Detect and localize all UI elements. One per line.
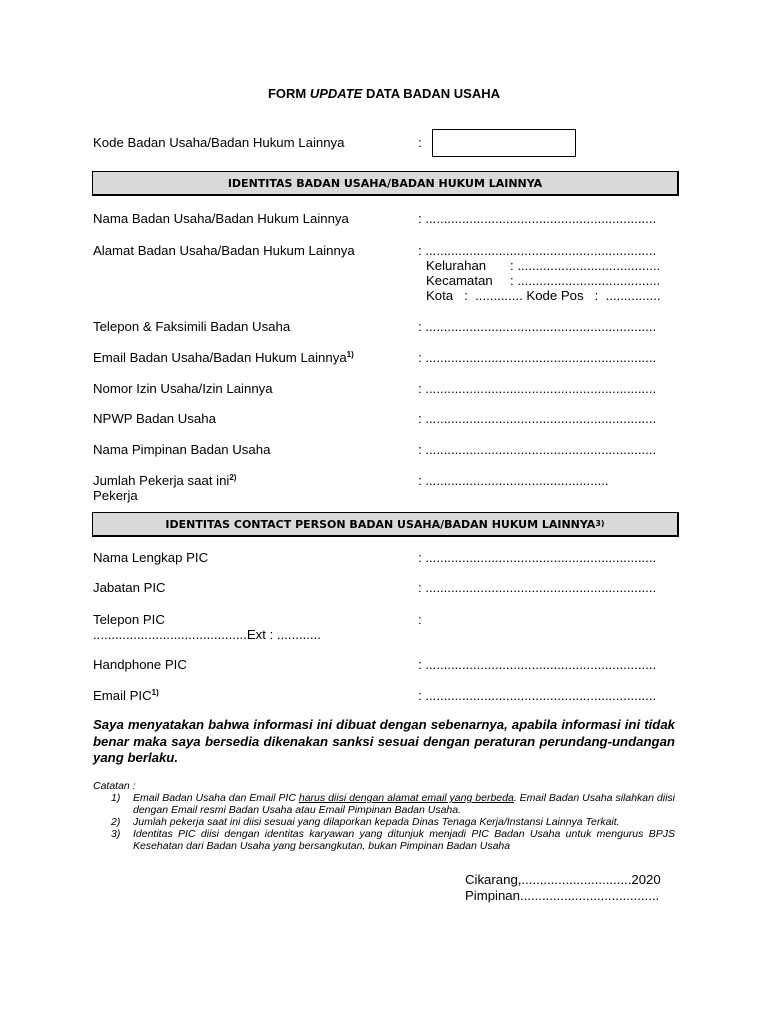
telepon-label: Telepon & Faksimili Badan Usaha (93, 319, 291, 334)
npwp-field[interactable]: : ............................................................... (418, 411, 657, 426)
handphone-pic-field[interactable]: : ............................................................... (418, 657, 657, 672)
note-text: Email Badan Usaha dan Email PIC harus diisi dengan alamat email yang berbeda. Email Badan Usaha silahkan diisi dengan Email resmi Badan Usaha atau Email Pimpinan Badan Usaha. (133, 792, 675, 816)
kode-input-box[interactable] (432, 129, 576, 157)
kode-colon: : (418, 135, 422, 150)
kota-kodepos-field[interactable]: Kota : ............. Kode Pos : ............... (426, 288, 661, 303)
telepon-pic-field[interactable]: ..........................................Ext : ............ (93, 627, 321, 642)
note-text: Jumlah pekerja saat ini diisi sesuai yang dilaporkan kepada Dinas Tenaga Kerja/Instansi Lainnya Terkait. (133, 816, 620, 828)
note-item (93, 816, 675, 828)
nomor-izin-label: Nomor Izin Usaha/Izin Lainnya (93, 381, 273, 396)
signature-pimpinan[interactable]: Pimpinan...................................... (465, 888, 660, 903)
note-text: Identitas PIC diisi dengan identitas karyawan yang ditunjuk menjadi PIC Badan Usaha untuk mengurus BPJS Kesehatan dari Badan Usaha yang bersangkutan, bukan Pimpinan Badan Usaha (133, 828, 675, 852)
alamat-label: Alamat Badan Usaha/Badan Hukum Lainnya (93, 243, 355, 258)
nama-pic-label: Nama Lengkap PIC (93, 550, 209, 565)
note-item (93, 828, 675, 852)
nama-pic-field[interactable]: : ............................................................... (418, 550, 657, 565)
section-identitas-badan-usaha: IDENTITAS BADAN USAHA/BADAN HUKUM LAINNYA (92, 171, 679, 196)
kecamatan-field[interactable]: : ....................................... (510, 273, 661, 288)
declaration-text: Saya menyatakan bahwa informasi ini dibuat dengan sebenarnya, apabila informasi ini tidak benar maka saya bersedia dikenakan sanksi sesuai dengan peraturan perundang-undangan yang berlaku. (93, 717, 675, 765)
notes-heading: Catatan : (93, 780, 136, 792)
nama-pimpinan-field[interactable]: : ............................................................... (418, 442, 657, 457)
note-item (93, 792, 675, 816)
email-badan-usaha-label: Email Badan Usaha/Badan Hukum Lainnya$^{1)}$ (93, 350, 354, 365)
nama-badan-usaha-label: Nama Badan Usaha/Badan Hukum Lainnya (93, 211, 349, 226)
handphone-pic-label: Handphone PIC (93, 657, 187, 672)
telepon-pic-label: Telepon PIC (93, 612, 165, 627)
email-badan-usaha-field[interactable]: : ............................................................... (418, 350, 657, 365)
jumlah-pekerja-field[interactable]: : .................................................. (418, 473, 609, 488)
page-title: FORM UPDATE DATA BADAN USAHA (267, 86, 501, 101)
alamat-field[interactable]: : ............................................................... (418, 243, 657, 258)
kode-label: Kode Badan Usaha/Badan Hukum Lainnya (93, 135, 345, 150)
kecamatan-label: Kecamatan (426, 273, 493, 288)
signature-place-date[interactable]: Cikarang,..............................2020 (465, 872, 661, 887)
email-pic-label: Email PIC$^{1)}$ (93, 688, 159, 703)
nama-pimpinan-label: Nama Pimpinan Badan Usaha (93, 442, 271, 457)
npwp-label: NPWP Badan Usaha (93, 411, 216, 426)
jumlah-pekerja-label: Jumlah Pekerja saat ini$^{2)}$ (93, 473, 237, 488)
jumlah-pekerja-unit: Pekerja (93, 488, 138, 503)
section-identitas-contact-person: IDENTITAS CONTACT PERSON BADAN USAHA/BADAN HUKUM LAINNYA 3) (92, 512, 679, 537)
notes-section (93, 780, 675, 852)
nomor-izin-field[interactable]: : ............................................................... (418, 381, 657, 396)
email-pic-field[interactable]: : ............................................................... (418, 688, 657, 703)
note-number: 3) (111, 828, 121, 840)
telepon-field[interactable]: : ............................................................... (418, 319, 657, 334)
jabatan-pic-label: Jabatan PIC (93, 580, 166, 595)
nama-badan-usaha-field[interactable]: : ............................................................... (418, 211, 657, 226)
kelurahan-field[interactable]: : ....................................... (510, 258, 661, 273)
telepon-pic-colon: : (418, 612, 422, 627)
note-number: 2) (111, 816, 121, 828)
kelurahan-label: Kelurahan (426, 258, 487, 273)
note-number: 1) (111, 792, 121, 804)
jabatan-pic-field[interactable]: : ............................................................... (418, 580, 657, 595)
